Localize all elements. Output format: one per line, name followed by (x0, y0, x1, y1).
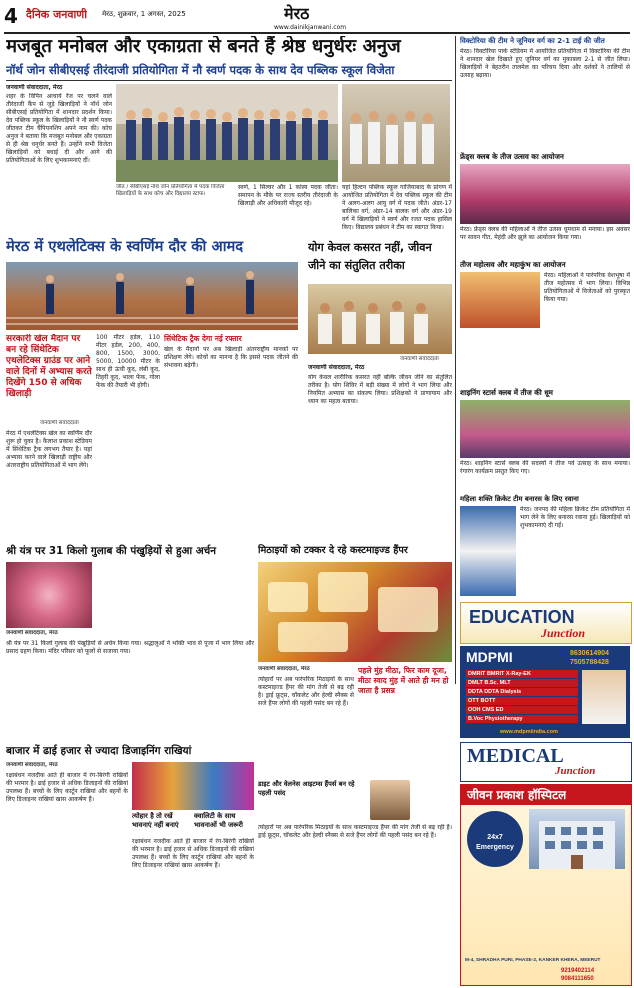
rakhi-box2-title: क्वालिटी के साथ भावनाओं भी जरूरी (194, 812, 243, 829)
hospital-emergency: 24x7 Emergency (476, 834, 514, 851)
roses-headline: श्री यंत्र पर 31 किलो गुलाब की पंखुड़ियों से हुआ अर्चन (6, 545, 217, 557)
athletics-headline: मेरठ में एथलेटिक्स के स्वर्णिम दौर की आमद (6, 238, 244, 255)
mdpmi-course: DMLT B.Sc. MLT (466, 679, 578, 687)
right-s5-body: मेरठ। जनपद की महिला क्रिकेट टीम प्रतियोगिता में भाग लेने के लिए बनारस रवाना हुई। खिलाड़ियों को शुभकामनाएं दी गईं। (520, 506, 630, 529)
hospital-address: M-4, SHRADHA PURI, PHASE-2, KANKER KHERA, MEERUT (465, 958, 601, 963)
roses-body: श्री यंत्र पर 31 किलो गुलाब की पंखुड़ियों से अर्चन किया गया। श्रद्धालुओं ने भक्ति भाव से पूजा में भाग लिया और प्रसाद ग्रहण किया। मंदिर परिसर को फूलों से सजाया गया। (6, 640, 254, 655)
athletics-events: 100 मीटर हर्डल, 110 मीटर हर्डल, 200, 400, 800, 1500, 3000, 5000, 10000 मीटर के साथ ही ऊंची कूद, लंबी कूद, तिहरी कूद, भाला फेंक, गोला फेंक की तैयारी भी होगी। (96, 334, 160, 389)
rakhi-box1-title: त्योहार है तो रखें भावनाएं नहीं बनाएं (132, 812, 179, 829)
date-line: मेरठ, शुक्रवार, 1 अगस्त, 2025 (102, 10, 186, 18)
right-s2-body: मेरठ। फ्रेंड्स क्लब की महिलाओं ने तीज उत्सव धूमधाम से मनाया। इस अवसर पर सावन गीत, मेहंदी और झूले का आयोजन किया गया। (460, 226, 630, 241)
mdpmi-phone-2: 7505788428 (570, 659, 609, 666)
athletics-side-headline: सरकारी खेल मैदान पर बन रहे सिंथेटिक एथलेटिक्स ग्राउंड पर आने वाले दिनों में अभ्यास करते दिखेंगे 150 से अधिक खिलाड़ी (6, 334, 92, 399)
right-s1-headline: विक्टोरिया की टीम ने जूनियर वर्ग का 2-1 टाई की जीत (460, 36, 605, 45)
yoga-caption: जनवाणी संवाददाता (400, 356, 439, 362)
lead-body-right: यहां हिल्टन पब्लिक स्कूल गाजियाबाद के प्रांगण में आयोजित प्रतियोगिता में देव पब्लिक स्कूल की टीम ने अलग-अलग आयु वर्ग में पदक जीते। अंडर-17 बालिका वर्ग, अंडर-14 बालक वर्ग और अंडर-19 वर्ग में खिलाड़ियों ने स्वर्ण और रजत पदक हासिल किए। विद्यालय प्रबंधन ने टीम का स्वागत किया। (342, 184, 452, 231)
athletics-caption: जनवाणी संवाददाता (40, 420, 79, 426)
hospital-name: जीवन प्रकाश हॉस्पिटल (467, 788, 567, 802)
right-s4-photo (460, 400, 630, 458)
right-s5-headline: महिला शक्ति क्रिकेट टीम बनारस के लिए रवाना (460, 495, 579, 503)
right-s5-photo (460, 506, 516, 596)
hospital-phone-1: 9219402114 (561, 968, 595, 974)
right-s4-headline: शाइनिंग स्टार्स क्लब में तीज की धूम (460, 388, 553, 397)
sweets-body-2: त्योहारों पर अब पारंपरिक मिठाइयों के साथ कस्टमाइज्ड हैंपर की मांग तेजी से बढ़ रही है। ड्राई फ्रूट्स, चॉकलेट और हेल्दी स्नैक्स से सजे हैंपर लोगों की पहली पसंद बन रहे हैं। (258, 824, 452, 839)
education-title: EDUCATION (469, 607, 575, 627)
right-s3-body: मेरठ। महिलाओं ने पारंपरिक वेशभूषा में तीज महोत्सव में भाग लिया। विभिन्न प्रतियोगिताओं में विजेताओं को पुरस्कृत किया गया। (544, 272, 630, 303)
yoga-group-illustration (308, 284, 452, 354)
yoga-body: योग केवल शारीरिक कसरत नहीं बल्कि जीवन जीने का संतुलित तरीका है। योग शिविर में बड़ी संख्या में लोगों ने भाग लिया और नियमित अभ्यास का संकल्प लिया। प्रशिक्षकों ने प्राणायाम और ध्यान का महत्व बताया। (308, 374, 452, 405)
mdpmi-course-list (466, 670, 578, 724)
yoga-byline: जनवाणी संवाददाता, मेरठ (308, 364, 365, 371)
mdpmi-course: B.Voc Physiotherapy (466, 715, 578, 723)
mdpmi-photo (582, 670, 626, 724)
mdpmi-phone-1: 8630614904 (570, 650, 609, 657)
education-sub: Junction (541, 626, 586, 640)
medical-sub: Junction (555, 765, 596, 777)
mdpmi-course: DDTA DDTA Dialysis (466, 688, 578, 696)
mdpmi-name: MDPMI (466, 649, 513, 665)
right-s3-photo (460, 272, 540, 328)
hampers-illustration (258, 562, 452, 662)
lead-byline: जनवाणी संवाददाता, मेरठ (6, 84, 63, 91)
right-col-divider (455, 36, 456, 684)
lead-photo (116, 84, 338, 182)
athletics-photo (6, 262, 298, 330)
sweets-portrait (370, 780, 410, 820)
website[interactable]: www.dainikjanwani.com (274, 24, 347, 31)
right-s3-headline: तीज महोत्सव और महाकुंभ का आयोजन (460, 260, 566, 269)
hospital-phone-2: 9084111650 (561, 976, 594, 982)
mdpmi-course: OOH CMS ED (466, 706, 578, 714)
emergency-badge (467, 811, 523, 867)
runners-illustration (6, 262, 298, 330)
jeevan-prakash-hospital-ad[interactable] (460, 784, 632, 986)
hospital-name-bar (461, 785, 631, 805)
lead-headline: मजबूत मनोबल और एकाग्रता से बनते हैं श्रेष्ठ धनुर्धरः अनुज (6, 36, 401, 57)
sweets-sub2: डाइट और वेलनेस आइटम्स हैंपर्स बन रहे पहली पसंद (258, 780, 355, 797)
paper-name: दैनिक जनवाणी (26, 8, 88, 21)
education-junction-ad[interactable] (460, 602, 632, 644)
roses-photo (6, 562, 92, 628)
yoga-photo (308, 284, 452, 354)
yoga-headline-1: योग केवल कसरत नहीं, जीवन (308, 241, 432, 254)
right-s2-headline: फ्रेंड्स क्लब के तीज उत्सव का आयोजन (460, 152, 564, 161)
lead-body-left: शहर के विपिन आचार्य रेंज पर चलने वाले तीरंदाजी कैंप से जुड़े खिलाड़ियों ने नॉर्थ जोन सीबीएसई प्रतियोगिता में शानदार प्रदर्शन किया। देव पब्लिक स्कूल के खिलाड़ियों ने नौ स्वर्ण पदक जीतकर टीम चैंपियनशिप अपने नाम की। कोच अनुज ने बताया कि मजबूत मनोबल और एकाग्रता से ही श्रेष्ठ धनुर्धर बनते हैं। उन्होंने सभी विजेता खिलाड़ियों को बधाई दी और आगे की प्रतियोगिताओं के लिए शुभकामनाएं दीं। (6, 93, 112, 164)
lead-photo-2 (342, 84, 450, 182)
mdpmi-ad[interactable] (460, 646, 630, 738)
right-s2-photo (460, 164, 630, 224)
athletics-box-body: खेल के मैदानों पर अब खिलाड़ी अंतरराष्ट्रीय मानकों पर प्रशिक्षण लेंगे। कोचों का मानना है कि इससे पदक जीतने की संभावना बढ़ेगी। (164, 346, 298, 369)
yoga-headline-2: जीने का संतुलित तरीका (308, 259, 405, 272)
rakhi-photo (132, 762, 254, 810)
medical-junction-ad[interactable] (460, 742, 632, 782)
athletics-box-title: सिंथेटिक ट्रैक देगा नई रफ्तार (164, 334, 242, 343)
right-s1-body: मेरठ। विक्टोरिया पार्क स्टेडियम में आयोजित प्रतियोगिता में विक्टोरिया की टीम ने शानदार खेल दिखाते हुए जूनियर वर्ग का मुकाबला 2-1 से जीत लिया। खिलाड़ियों ने बेहतरीन तालमेल का परिचय दिया और दर्शकों ने तालियों से उत्साह बढ़ाया। (460, 48, 630, 79)
rakhi-byline: जनवाणी संवाददाता, मेरठ (6, 762, 58, 768)
roses-byline: जनवाणी संवाददाता, मेरठ (6, 630, 58, 636)
rakhi-headline: बाजार में ढाई हजार से ज्यादा डिजाइनिंग राखियां (6, 745, 192, 757)
rakhi-body: रक्षाबंधन नजदीक आते ही बाजार में रंग-बिरंगी राखियों की भरमार है। ढाई हजार से अधिक डिजाइनों की राखियां उपलब्ध हैं। बच्चों के लिए कार्टून राखियां और बहनों के लिए डिजाइनर राखियां खास आकर्षण हैं। (6, 772, 128, 803)
lead-rule (6, 80, 452, 81)
masthead (4, 4, 630, 34)
sweets-sub1: पहले मुंह मीठा, फिर काम दूजा, मीठा स्वाद मुंह में आते ही मन हो जाता है प्रसन्न (358, 666, 449, 695)
building-illustration (529, 809, 625, 869)
team-photo-illustration (116, 84, 338, 182)
students-photo-illustration (342, 84, 450, 182)
rakhi-box-body: रक्षाबंधन नजदीक आते ही बाजार में रंग-बिरंगी राखियों की भरमार है। ढाई हजार से अधिक डिजाइनों की राखियां उपलब्ध हैं। बच्चों के लिए कार्टून राखियां और बहनों के लिए डिजाइनर राखियां खास आकर्षण हैं। (132, 838, 254, 869)
lead-subhead: नॉर्थ जोन सीबीएसई तीरंदाजी प्रतियोगिता में नौ स्वर्ण पदक के साथ देव पब्लिक स्कूल विजेता (6, 63, 395, 77)
athletics-body: मेरठ में एथलेटिक्स खेल का स्वर्णिम दौर शुरू हो चुका है। कैलाश प्रकाश स्टेडियम में सिंथेटिक ट्रैक लगभग तैयार है। यहां अभ्यास करने वाले खिलाड़ी राष्ट्रीय और अंतरराष्ट्रीय प्रतियोगिताओं में भाग लेंगे। (6, 430, 92, 469)
sweets-headline: मिठाइयों को टक्कर दे रहे कस्टमाइज्ड हैंपर (258, 545, 408, 556)
page-number: 4 (4, 4, 18, 28)
mdpmi-course: DMRIT BMRIT X-Ray-EK (466, 670, 578, 678)
sweets-photo (258, 562, 452, 662)
lead-body-mid: स्वर्ण, 1 सिल्वर और 1 कांस्य पदक जीता। समापन के मौके पर राज्य स्तरीय तीरंदाजी के खिलाड़ी और अधिकारी मौजूद रहे। (238, 184, 338, 207)
mdpmi-course: OTT BOTT (466, 697, 578, 705)
hospital-building (529, 809, 625, 869)
sweets-body: त्योहारों पर अब पारंपरिक मिठाइयों के साथ कस्टमाइज्ड हैंपर की मांग तेजी से बढ़ रही है। ड्राई फ्रूट्स, चॉकलेट और हेल्दी स्नैक्स से सजे हैंपर लोगों की पहली पसंद बन रहे हैं। (258, 676, 354, 707)
right-s4-body: मेरठ। शाइनिंग स्टार्स क्लब की सदस्यों ने तीज पर्व उत्साह के साथ मनाया। रंगारंग कार्यक्रम प्रस्तुत किए गए। (460, 460, 630, 475)
medical-title: MEDICAL (467, 745, 564, 767)
city-name: मेरठ (284, 4, 310, 23)
sweets-byline: जनवाणी संवाददाता, मेरठ (258, 666, 310, 672)
mdpmi-web[interactable]: www.mdpmiindia.com (500, 729, 558, 735)
lead-photo-caption: जीत / सीबीएसई नॉर्थ जोन प्रतियोगिता में पदक विजेता खिलाड़ियों के साथ कोच और विद्यालय स्टाफ। (116, 184, 225, 197)
